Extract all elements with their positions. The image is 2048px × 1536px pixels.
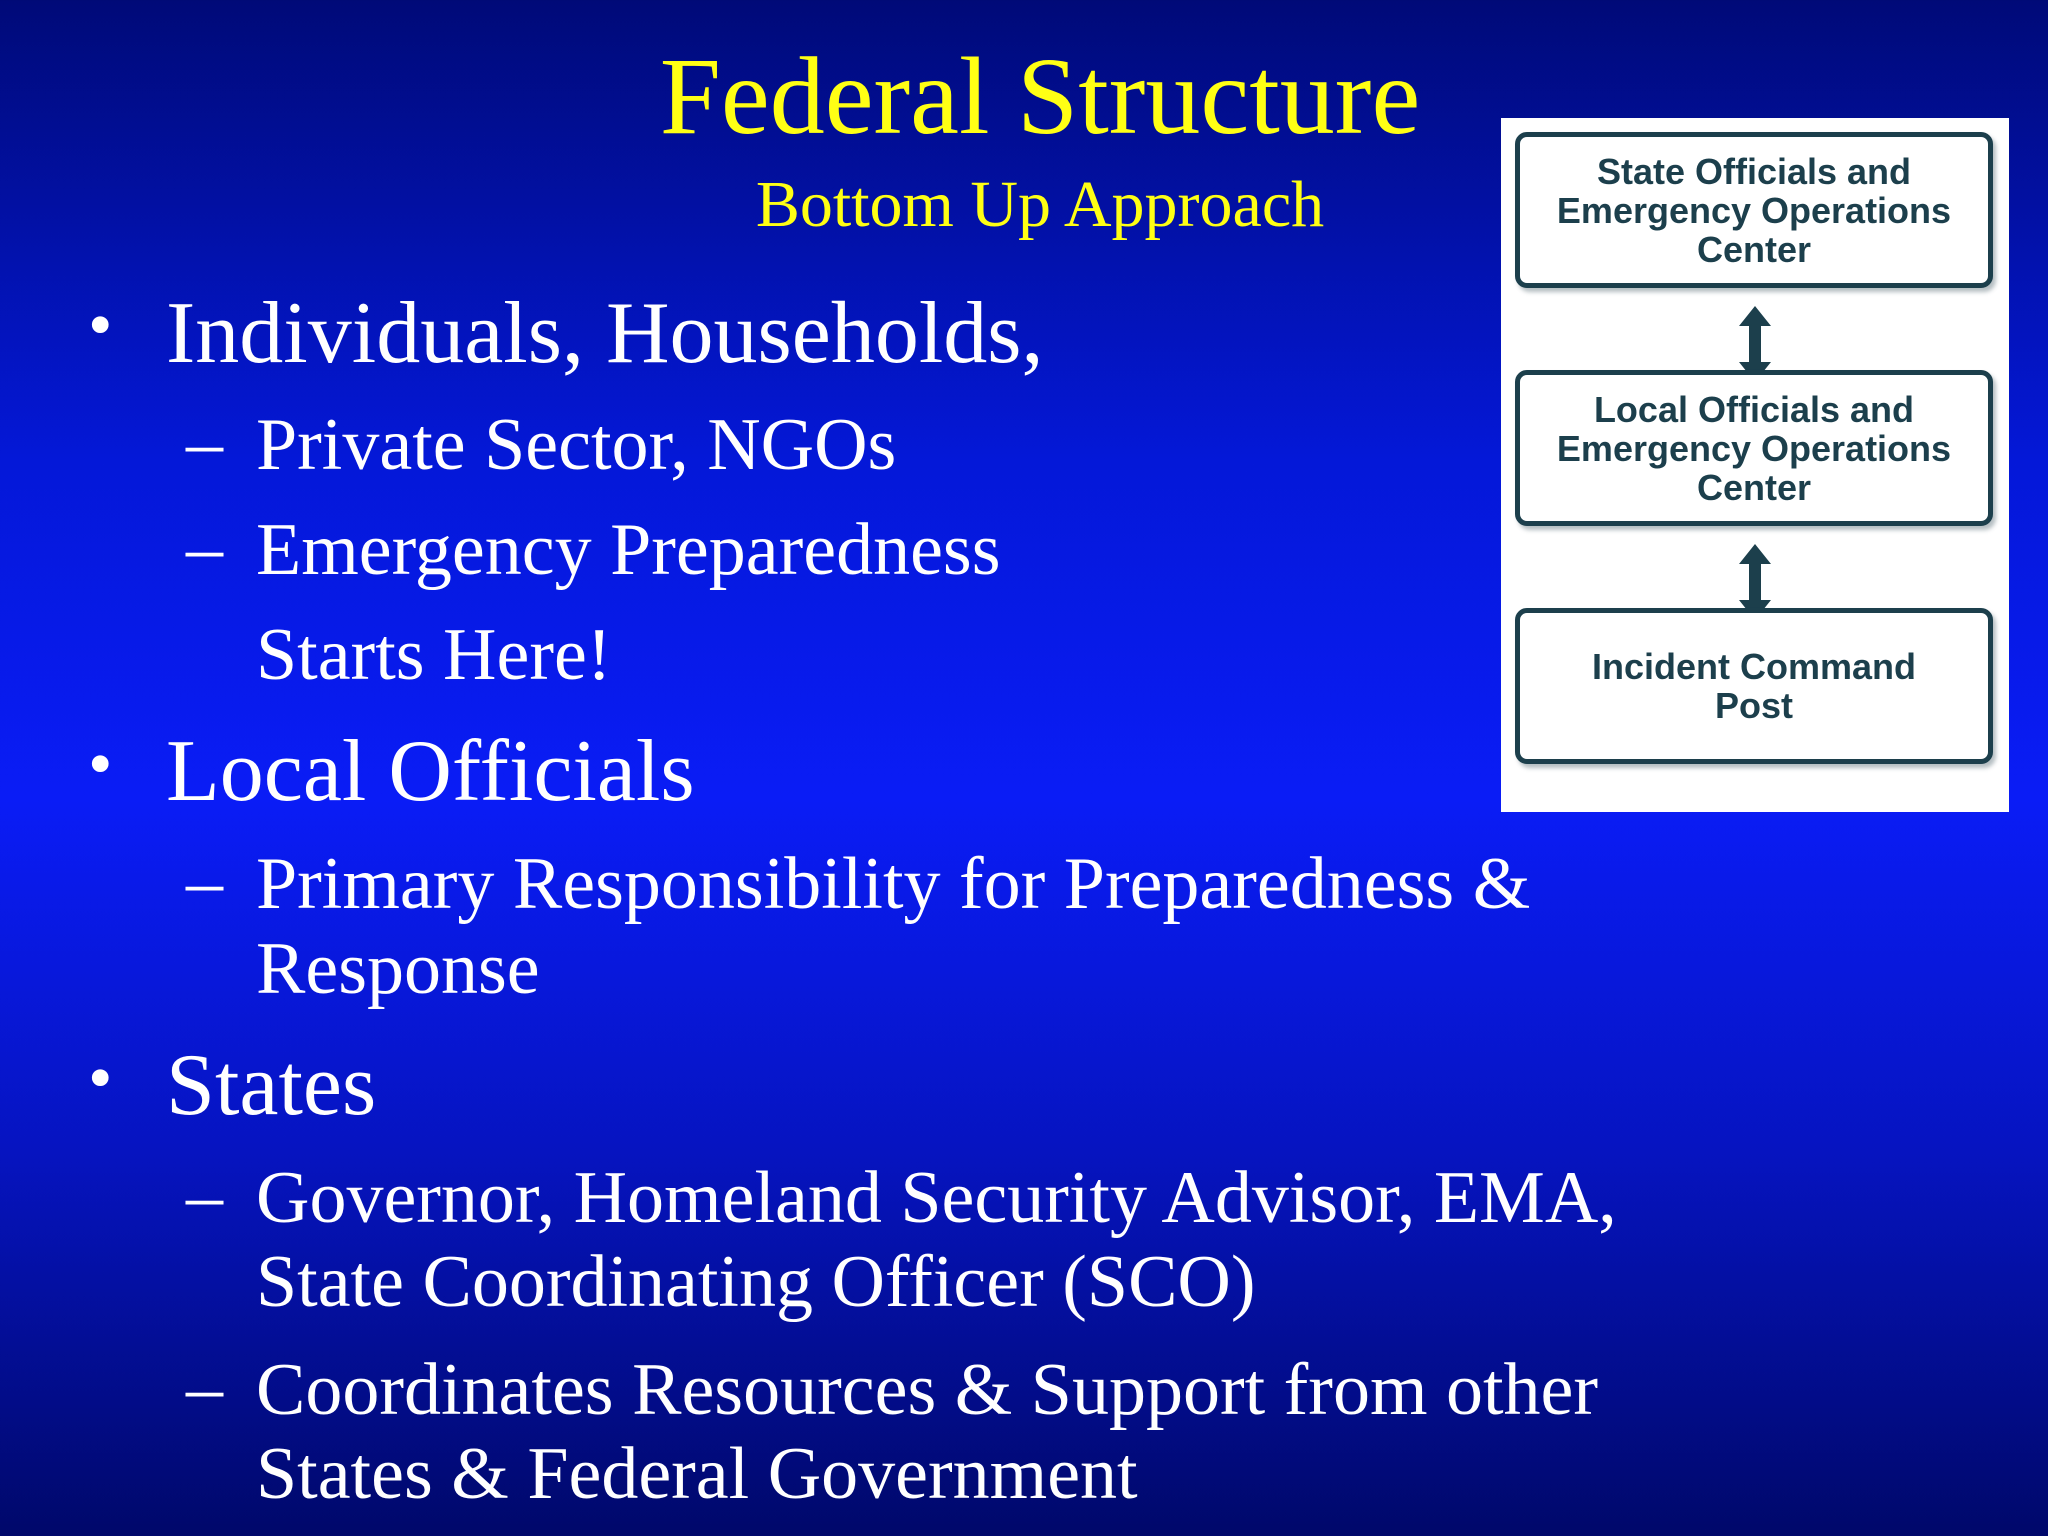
sub-bullet-primary-responsibility-line2: Response [256, 928, 540, 1010]
sub-bullet-marker: – [186, 1347, 223, 1429]
state-officials-eoc-box [1515, 132, 1993, 288]
box-line: Local Officials and [1593, 388, 1915, 430]
box-line: Emergency Operations [1556, 189, 1952, 231]
box-line: State Officials and [1596, 150, 1912, 192]
box-line: Center [1696, 466, 1811, 508]
bullet-individuals-households: Individuals, Households, [166, 285, 1044, 382]
bullet-marker: • [88, 726, 113, 803]
sub-bullet-marker: – [186, 1155, 223, 1237]
sub-bullet-coordinates-resources-line2: States & Federal Government [256, 1433, 1138, 1515]
sub-bullet-marker: – [186, 841, 223, 923]
sub-bullet-governor: Governor, Homeland Security Advisor, EMA, [256, 1157, 1617, 1239]
bullet-local-officials: Local Officials [166, 723, 695, 820]
sub-bullet-private-sector: Private Sector, NGOs [256, 404, 897, 486]
sub-bullet-governor-line2: State Coordinating Officer (SCO) [256, 1241, 1256, 1323]
local-officials-eoc-box [1515, 370, 1993, 526]
box-line: Post [1714, 685, 1793, 726]
box-line: Emergency Operations [1556, 427, 1952, 469]
bullet-marker: • [88, 1040, 113, 1117]
sub-bullet-marker: – [186, 402, 223, 484]
command-structure-diagram [1501, 118, 2009, 812]
sub-bullet-emergency-preparedness: Emergency Preparedness [256, 509, 1001, 591]
box-line: Center [1696, 228, 1811, 270]
slide-subtitle: Bottom Up Approach [755, 168, 1325, 241]
sub-bullet-coordinates-resources: Coordinates Resources & Support from other [256, 1349, 1599, 1431]
incident-command-post-box [1515, 608, 1993, 764]
sub-bullet-primary-responsibility: Primary Responsibility for Preparedness & [256, 843, 1531, 925]
slide-title: Federal Structure [659, 35, 1421, 157]
sub-bullet-marker: – [186, 507, 223, 589]
bullet-marker: • [88, 287, 113, 364]
sub-bullet-emergency-preparedness-line2: Starts Here! [256, 614, 612, 696]
bullet-states: States [166, 1037, 377, 1134]
box-line: Incident Command [1591, 646, 1917, 687]
